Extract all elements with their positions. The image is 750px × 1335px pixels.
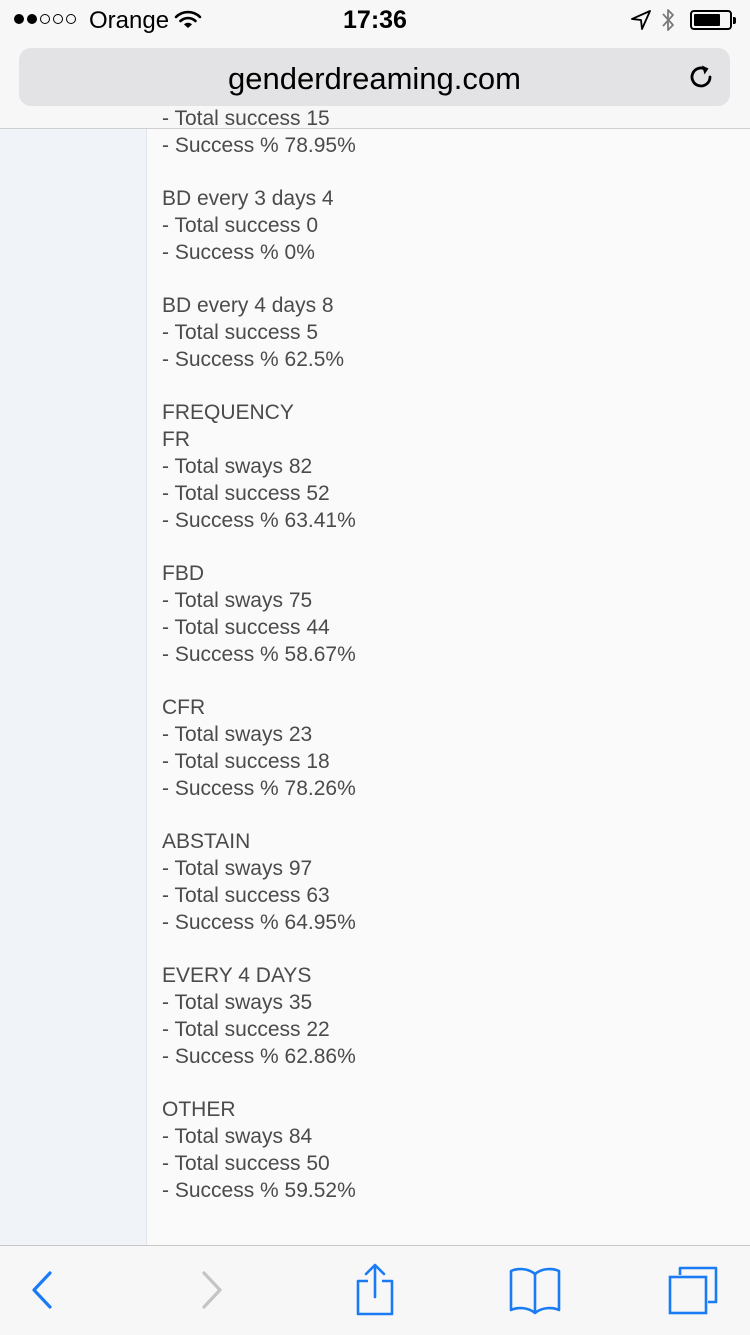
stats-heading: ABSTAIN	[162, 830, 251, 853]
stats-line: - Total success 63	[162, 884, 330, 907]
stats-line: - Total sways 23	[162, 723, 313, 746]
stats-heading: FBD	[162, 562, 204, 585]
stats-heading: BD every 3 days 4	[162, 187, 334, 210]
reload-icon[interactable]	[686, 62, 716, 97]
stats-line: - Success % 0%	[162, 241, 315, 264]
battery-terminal	[733, 17, 736, 24]
location-arrow-icon	[630, 9, 652, 36]
bluetooth-icon	[660, 7, 676, 38]
stats-line: - Total success 44	[162, 616, 330, 639]
stats-line: - Total success 5	[162, 321, 319, 344]
battery-level-fill	[694, 14, 720, 26]
stats-block	[162, 1096, 732, 1204]
page-content	[162, 105, 732, 1230]
address-bar[interactable]	[19, 48, 730, 106]
stats-line: - Total sways 82	[162, 455, 313, 478]
stats-line: - Total sways 75	[162, 589, 313, 612]
stats-block	[162, 292, 732, 373]
stats-line: - Success % 58.67%	[162, 643, 356, 666]
stats-heading: BD every 4 days 8	[162, 294, 334, 317]
battery-icon	[690, 10, 732, 30]
partial-text-line: - Total success 15	[162, 107, 330, 130]
browser-toolbar	[0, 1245, 750, 1335]
stats-heading: EVERY 4 DAYS	[162, 964, 312, 987]
stats-line: FR	[162, 428, 190, 451]
stats-line: - Success % 78.26%	[162, 777, 356, 800]
stats-block	[162, 399, 732, 534]
stats-heading: FREQUENCY	[162, 401, 294, 424]
forward-button[interactable]	[181, 1264, 241, 1320]
back-button[interactable]	[13, 1264, 73, 1320]
stats-line: - Success % 62.5%	[162, 348, 345, 371]
back-icon	[29, 1269, 57, 1316]
web-page[interactable]	[0, 107, 750, 1245]
bookmarks-icon	[508, 1266, 562, 1319]
page-sidebar	[0, 129, 147, 1245]
stats-line: - Success % 59.52%	[162, 1179, 356, 1202]
carrier-name: Orange	[89, 7, 170, 34]
status-time: 17:36	[343, 6, 407, 34]
stats-line: - Total success 18	[162, 750, 330, 773]
url-text: genderdreaming.com	[228, 61, 521, 96]
share-button[interactable]	[345, 1264, 405, 1320]
stats-block	[162, 962, 732, 1070]
stats-line: - Total sways 84	[162, 1125, 313, 1148]
stats-line: - Total success 0	[162, 214, 319, 237]
bookmarks-button[interactable]	[505, 1264, 565, 1320]
tabs-button[interactable]	[663, 1264, 723, 1320]
tabs-icon	[666, 1264, 720, 1321]
stats-heading: CFR	[162, 696, 206, 719]
forward-icon	[197, 1269, 225, 1316]
stats-line: - Success % 63.41%	[162, 509, 356, 532]
stats-block	[162, 132, 732, 159]
share-icon	[354, 1263, 396, 1322]
stats-heading: OTHER	[162, 1098, 236, 1121]
stats-line: - Total sways 35	[162, 991, 313, 1014]
status-bar	[0, 0, 750, 40]
stats-block	[162, 828, 732, 936]
stats-line: - Total success 22	[162, 1018, 330, 1041]
stats-block	[162, 185, 732, 266]
stats-block	[162, 694, 732, 802]
stats-line: - Success % 62.86%	[162, 1045, 356, 1068]
stats-line: - Success % 78.95%	[162, 134, 356, 157]
stats-block	[162, 560, 732, 668]
stats-line: - Total sways 97	[162, 857, 313, 880]
stats-line: - Success % 64.95%	[162, 911, 356, 934]
stats-line: - Total success 52	[162, 482, 330, 505]
stats-line: - Total success 50	[162, 1152, 330, 1175]
